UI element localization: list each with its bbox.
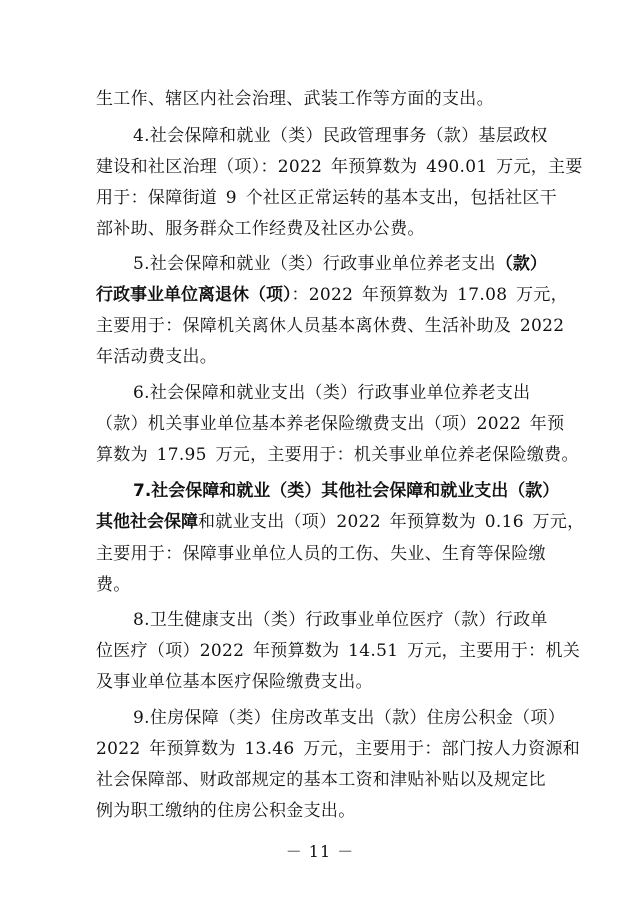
line-text: 费。	[96, 575, 131, 595]
line-text: 主要用于：保障机关离休人员基本离休费、生活补助及 2022	[96, 316, 565, 336]
text-line-21	[96, 737, 580, 761]
line-text: 例为职工缴纳的住房公积金支出。	[96, 801, 356, 821]
line-text: 年活动费支出。	[96, 347, 218, 367]
text-line-8	[96, 314, 564, 338]
text-line-9	[96, 345, 217, 369]
line-text: 建设和社区治理（项）：2022 年预算数为 490.01 万元，主要	[96, 157, 583, 177]
text-line-2	[133, 124, 548, 148]
line-text: 8.卫生健康支出（类）行政事业单位医疗（款）行政单	[133, 610, 548, 630]
line-bold-prefix: 7.社会保障和就业（类）其他社会保障和就业支出（款）	[133, 481, 560, 501]
line-text: 4.社会保障和就业（类）民政管理事务（款）基层政权	[133, 126, 548, 146]
text-line-22	[96, 768, 546, 792]
text-line-4	[96, 186, 557, 210]
line-text: 主要用于：保障事业单位人员的工伤、失业、生育等保险缴	[96, 544, 546, 564]
text-line-16	[96, 573, 131, 597]
line-text: 和就业支出（项）2022 年预算数为 0.16 万元，	[198, 512, 585, 532]
text-line-5	[96, 217, 425, 241]
text-line-23	[96, 799, 356, 823]
text-line-6	[133, 252, 547, 276]
text-line-14	[96, 510, 584, 534]
line-text: （款）机关事业单位基本养老保险缴费支出（项）2022 年预	[96, 414, 565, 434]
line-bold-suffix: （款）	[495, 254, 547, 274]
line-text: 算数为 17.95 万元，主要用于：机关事业单位养老保险缴费。	[96, 445, 579, 465]
page-number: － 11 －	[285, 842, 355, 861]
text-line-15	[96, 542, 546, 566]
text-line-19	[96, 670, 373, 694]
text-line-3	[96, 155, 583, 179]
line-text: 及事业单位基本医疗保险缴费支出。	[96, 672, 373, 692]
text-line-20	[133, 706, 565, 730]
line-text: 6.社会保障和就业支出（类）行政事业单位养老支出	[133, 383, 531, 403]
text-line-12	[96, 443, 579, 467]
line-text: 5.社会保障和就业（类）行政事业单位养老支出	[133, 254, 496, 274]
line-text: 社会保障部、财政部规定的基本工资和津贴补贴以及规定比	[96, 770, 546, 790]
line-text: 位医疗（项）2022 年预算数为 14.51 万元，主要用于：机关	[96, 641, 581, 661]
text-line-18	[96, 639, 580, 663]
line-text: 用于：保障街道 9 个社区正常运转的基本支出，包括社区干	[96, 188, 558, 208]
text-line-1	[96, 87, 494, 111]
text-line-11	[96, 412, 564, 436]
line-text: 2022 年预算数为 13.46 万元，主要用于：部门按人力资源和	[96, 739, 581, 759]
line-text: 生工作、辖区内社会治理、武装工作等方面的支出。	[96, 89, 494, 109]
line-bold-prefix: 其他社会保障	[96, 512, 198, 532]
text-line-7	[96, 283, 568, 307]
line-text: ：2022 年预算数为 17.08 万元，	[291, 285, 568, 305]
text-line-13	[133, 479, 559, 503]
text-line-17	[133, 608, 548, 632]
line-bold-prefix: 行政事业单位离退休（项）	[96, 285, 292, 305]
text-line-10	[133, 381, 530, 405]
line-text: 部补助、服务群众工作经费及社区办公费。	[96, 219, 425, 239]
line-text: 9.住房保障（类）住房改革支出（款）住房公积金（项）	[133, 708, 566, 728]
